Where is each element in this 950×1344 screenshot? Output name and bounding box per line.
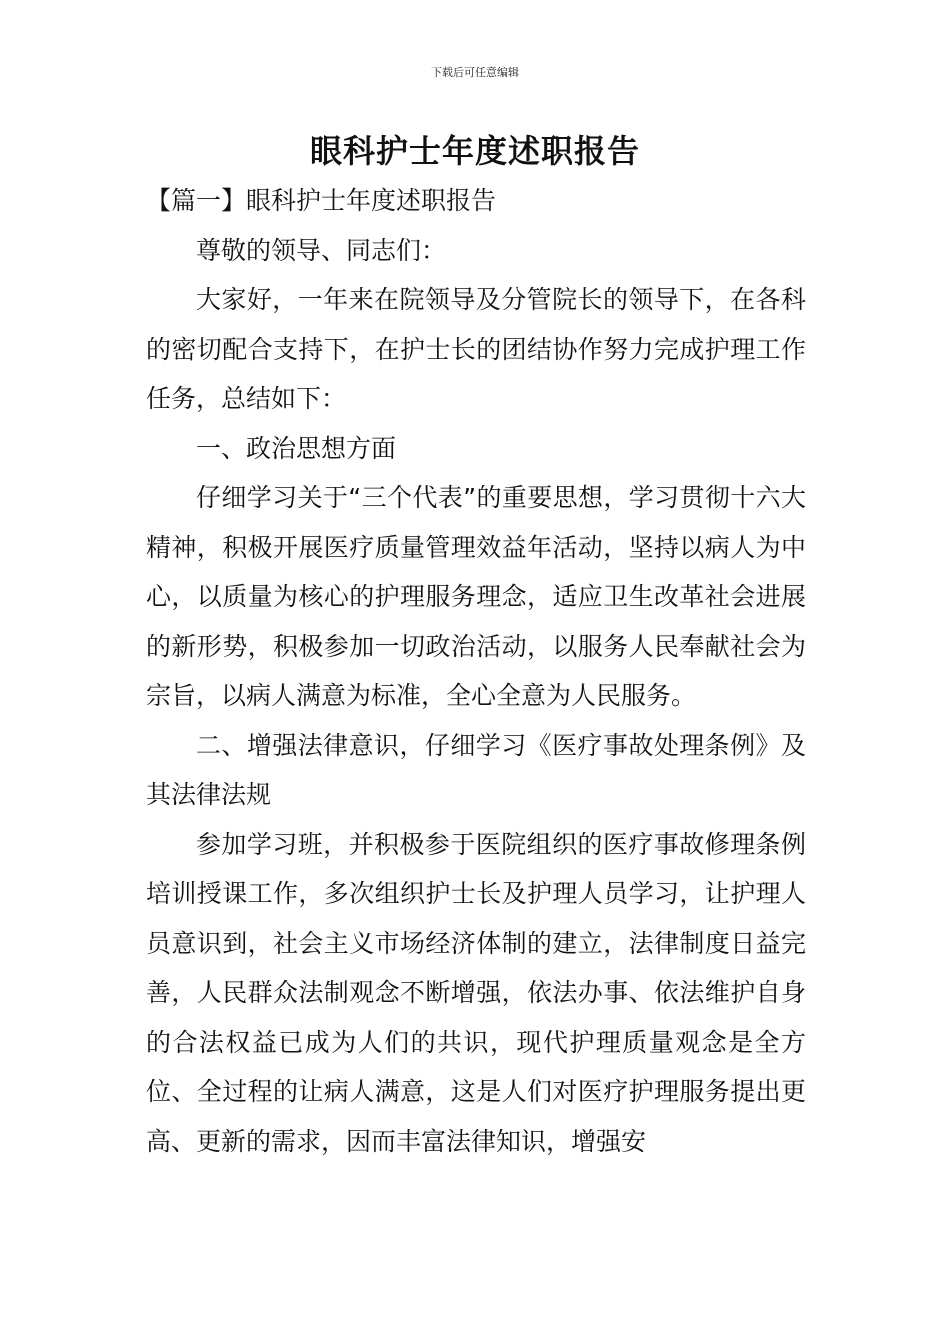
paragraph: 尊敬的领导、同志们： xyxy=(196,235,447,265)
paragraph: 【篇一】眼科护士年度述职报告 xyxy=(146,186,497,215)
paragraph: 仔细学习关于“三个代表”的重要思想，学习贯彻十六大精神，积极开展医疗质量管理效益年活动，坚持以病人为中心，以质量为核心的护理服务理念，适应卫生改革社会进展的新形势，积极参加一切政治活动，以服务人民奉献社会为宗旨，以病人满意为标准，全心全意为人民服务。 xyxy=(146,483,806,710)
paragraph: 大家好，一年来在院领导及分管院长的领导下，在各科的密切配合支持下，在护士长的团结协作努力完成护理工作任务，总结如下： xyxy=(146,285,806,413)
header-note: 下载后可任意编辑 xyxy=(431,66,519,79)
document-title: 眼科护士年度述职报告 xyxy=(309,132,640,170)
paragraph: 参加学习班，并积极参于医院组织的医疗事故修理条例培训授课工作，多次组织护士长及护理人员学习，让护理人员意识到，社会主义市场经济体制的建立，法律制度日益完善，人民群众法制观念不断增强，依法办事、依法维护自身的合法权益已成为人们的共识，现代护理质量观念是全方位、全过程的让病人满意，这是人们对医疗护理服务提出更高、更新的需求，因而丰富法律知识，增强安 xyxy=(146,829,806,1156)
paragraph: 一、政治思想方面 xyxy=(196,433,397,463)
document-body xyxy=(146,176,806,1166)
paragraph: 二、增强法律意识，仔细学习《医疗事故处理条例》及其法律法规 xyxy=(146,730,806,809)
